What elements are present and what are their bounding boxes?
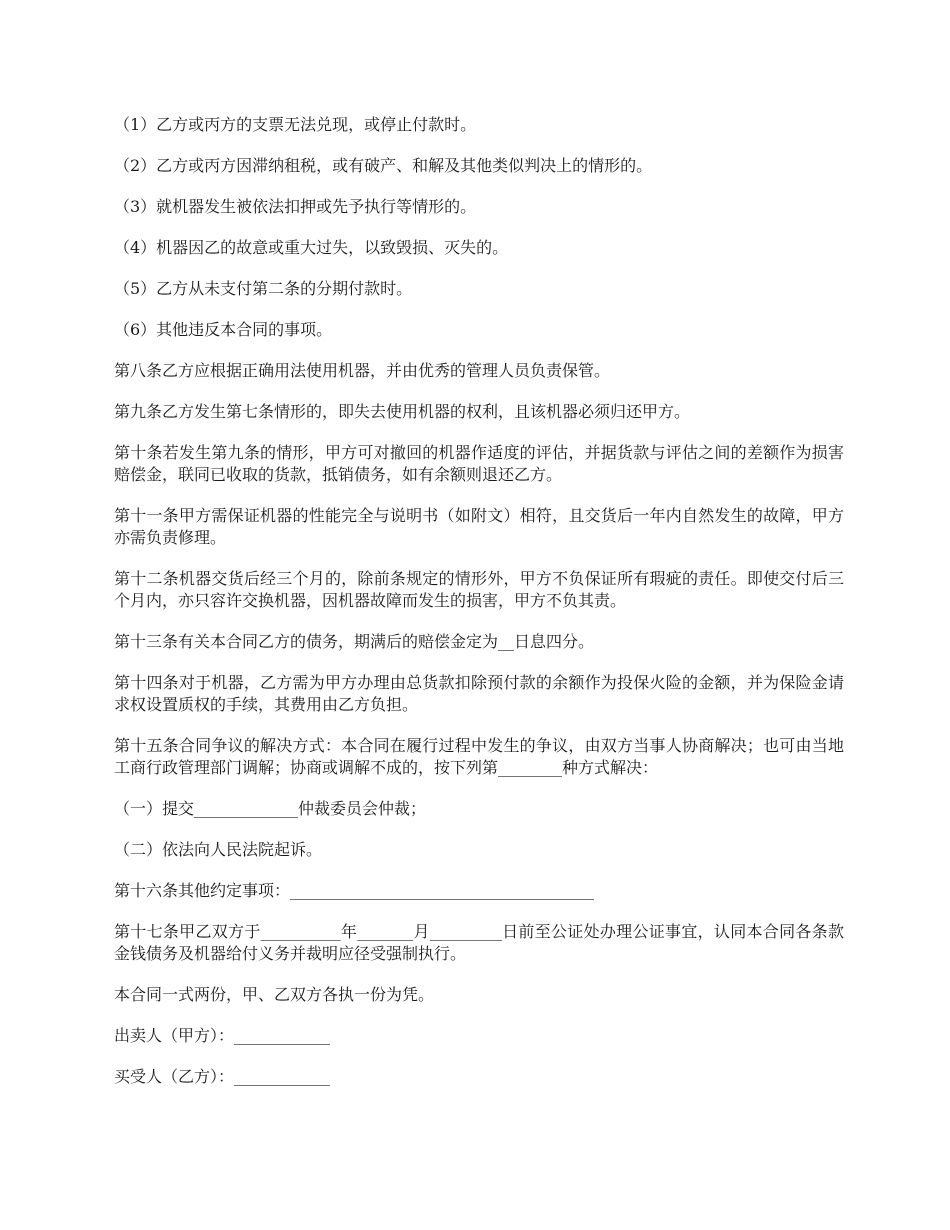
clause-item-3: （3）就机器发生被依法扣押或先予执行等情形的。 bbox=[114, 197, 477, 216]
clause-item-1: （1）乙方或丙方的支票无法兑现，或停止付款时。 bbox=[114, 115, 477, 134]
dispute-option-1: （一）提交_____________仲裁委员会仲裁； bbox=[114, 799, 427, 818]
buyer-signature-line: 买受人（乙方）：____________ bbox=[114, 1067, 331, 1086]
article-9: 第九条乙方发生第七条情形的，即失去使用机器的权利，且该机器必须归还甲方。 bbox=[114, 402, 691, 421]
clause-item-6: （6）其他违反本合同的事项。 bbox=[114, 320, 333, 339]
article-8: 第八条乙方应根据正确用法使用机器，并由优秀的管理人员负责保管。 bbox=[114, 361, 611, 380]
article-12: 第十二条机器交货后经三个月的，除前条规定的情形外，甲方不负保证所有瑕疵的责任。即使交付后三个月内，亦只容许交换机器，因机器故障而发生的损害，甲方不负其责。 bbox=[114, 569, 844, 610]
contract-page bbox=[114, 114, 844, 1107]
article-11: 第十一条甲方需保证机器的性能完全与说明书（如附文）相符，且交货后一年内自然发生的故障，甲方亦需负责修理。 bbox=[114, 506, 844, 547]
article-14: 第十四条对于机器，乙方需为甲方办理由总货款扣除预付款的余额作为投保火险的金额，并为保险金请求权设置质权的手续，其费用由乙方负担。 bbox=[114, 673, 844, 714]
article-13: 第十三条有关本合同乙方的债务，期满后的赔偿金定为__日息四分。 bbox=[114, 632, 595, 651]
article-16: 第十六条其他约定事项：______________________________________ bbox=[114, 881, 595, 900]
clause-item-4: （4）机器因乙的故意或重大过失，以致毁损、灭失的。 bbox=[114, 238, 509, 257]
copies-statement: 本合同一式两份，甲、乙双方各执一份为凭。 bbox=[114, 985, 435, 1004]
seller-signature-line: 出卖人（甲方）：____________ bbox=[114, 1026, 331, 1045]
clause-item-5: （5）乙方从未支付第二条的分期付款时。 bbox=[114, 279, 413, 298]
article-10: 第十条若发生第九条的情形，甲方可对撤回的机器作适度的评估，并据货款与评估之间的差额作为损害赔偿金，联同已收取的货款，抵销债务，如有余额则退还乙方。 bbox=[114, 443, 844, 484]
clause-item-2: （2）乙方或丙方因滞纳租税，或有破产、和解及其他类似判决上的情形的。 bbox=[114, 156, 653, 175]
article-17: 第十七条甲乙双方于__________年_______月_________日前至公证处办理公证事宜，认同本合同各条款金钱债务及机器给付义务并裁明应径受强制执行。 bbox=[114, 922, 844, 963]
article-15: 第十五条合同争议的解决方式：本合同在履行过程中发生的争议，由双方当事人协商解决；也可由当地工商行政管理部门调解；协商或调解不成的，按下列第________种方式解决： bbox=[114, 736, 844, 777]
dispute-option-2: （二）依法向人民法院起诉。 bbox=[114, 840, 323, 859]
